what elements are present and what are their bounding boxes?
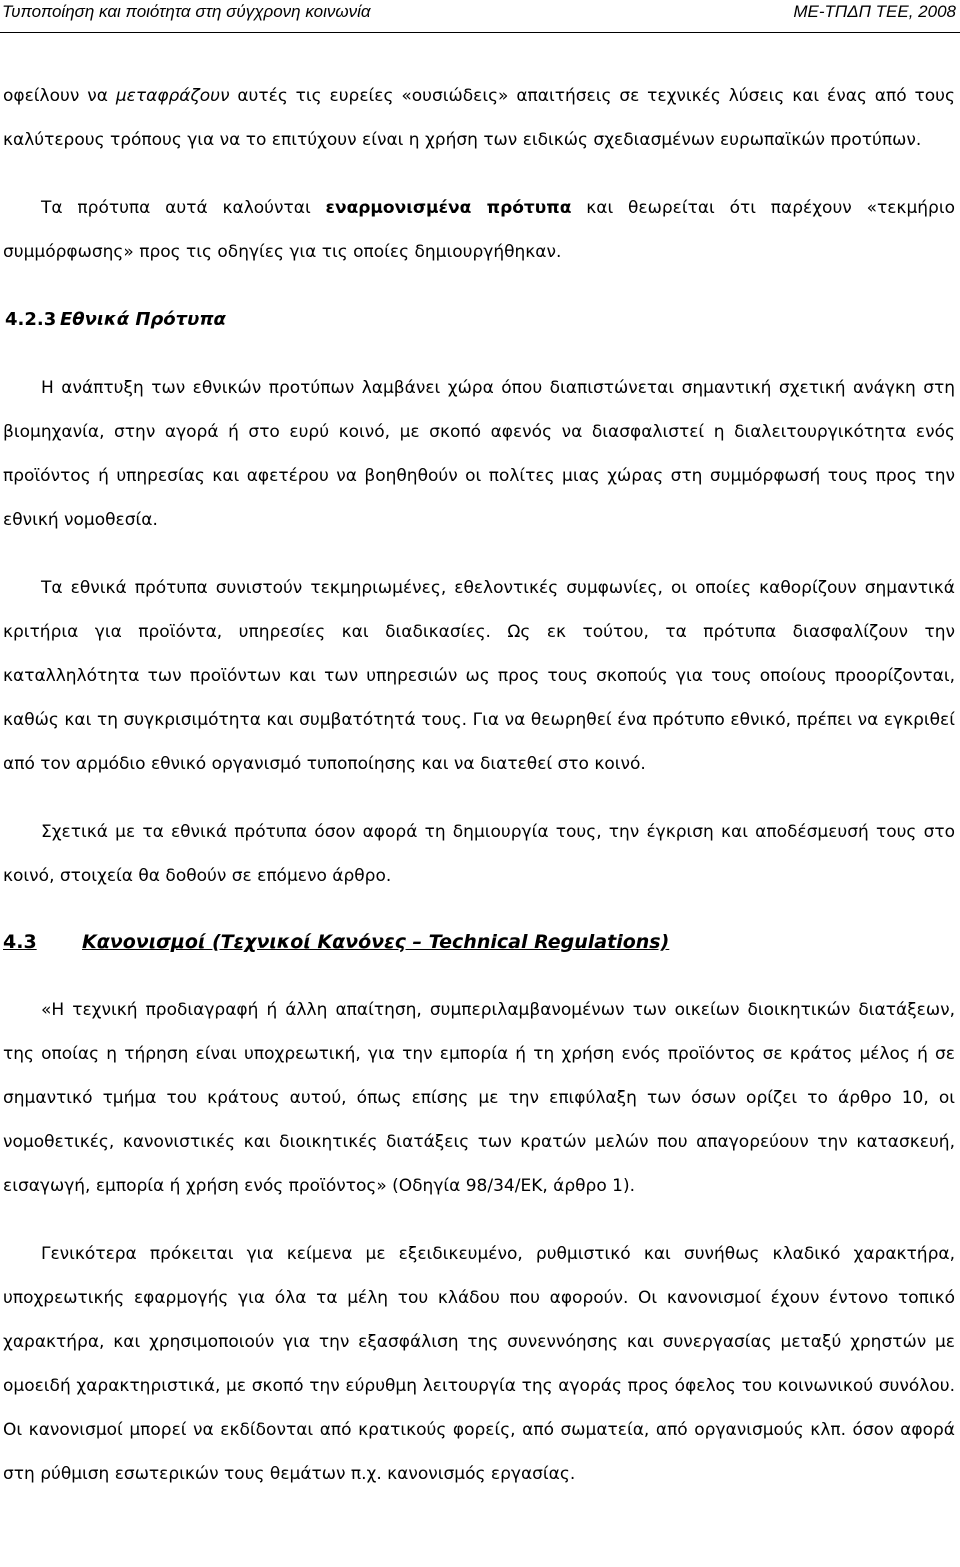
paragraph-2-bold: εναρμονισμένα πρότυπα	[325, 198, 572, 218]
section-title: Κανονισμοί (Τεχνικοί Κανόνες – Technical Regulations)	[82, 931, 670, 953]
section-heading-4-3	[3, 920, 955, 964]
paragraph-6-quote: «Η τεχνική προδιαγραφή ή άλλη απαίτηση, συμπεριλαμβανομένων των οικείων διοικητικών διατάξεων, της οποίας η τήρηση είναι υποχρεωτική, για την εμπορία ή τη χρήση ενός προϊόντος σε κράτος μέλος ή σε σημαντικό τμήμα του κράτους αυτού, όπως επίσης με την επιφύλαξη των όσων ορίζει το άρθρο 10, οι νομοθετικές, κανονιστικές και διοικητικές διατάξεις των κρατών μελών που απαγορεύουν την κατασκευή, εισαγωγή, εμπορία ή χρήση ενός προϊόντος» (Οδηγία 98/34/ΕΚ, άρθρο 1).	[3, 1000, 955, 1196]
paragraph-1-text-a: οφείλουν να	[3, 86, 116, 106]
document-body	[3, 74, 955, 1496]
paragraph-7: Γενικότερα πρόκειται για κείμενα με εξειδικευμένο, ρυθμιστικό και συνήθως κλαδικό χαρακτήρα, υποχρεωτικής εφαρμογής για όλα τα μέλη του κλάδου που αφορούν. Οι κανονισμοί έχουν έντονο τοπικό χαρακτήρα, και χρησιμοποιούν για την εξασφάλιση της συνεννόησης και συνεργασίας μεταξύ χρηστών με ομοειδή χαρακτηριστικά, με σκοπό την εύρυθμη λειτουργία της αγοράς προς όφελος του κοινωνικού συνόλου. Οι κανονισμοί μπορεί να εκδίδονται από κρατικούς φορείς, από σωματεία, από οργανισμούς κλπ. όσον αφορά στη ρύθμιση εσωτερικών τους θεμάτων π.χ. κανονισμός εργασίας.	[3, 1244, 955, 1484]
paragraph-3: Η ανάπτυξη των εθνικών προτύπων λαμβάνει χώρα όπου διαπιστώνεται σημαντική σχετική ανάγκη στη βιομηχανία, στην αγορά ή στο ευρύ κοινό, με σκοπό αφενός να διασφαλιστεί η διαλειτουργικότητα ενός προϊόντος ή υπηρεσίας και αφετέρου να βοηθηθούν οι πολίτες μιας χώρας στη συμμόρφωσή τους προς την εθνική νομοθεσία.	[3, 378, 955, 530]
header-left-title: Τυποποίηση και ποιότητα στη σύγχρονη κοινωνία	[2, 2, 371, 21]
section-title: Εθνικά Πρότυπα	[60, 309, 226, 330]
paragraph-2	[3, 186, 955, 274]
page-header	[0, 0, 960, 30]
section-number: 4.3	[3, 931, 37, 953]
paragraph-1-text-b: αυτές τις ευρείες «ουσιώδεις» απαιτήσεις σε τεχνικές λύσεις και ένας από τους καλύτερους τρόπους για να το επιτύχουν είναι η χρήση των ειδικώς σχεδιασμένων ευρωπαϊκών προτύπων.	[3, 86, 955, 150]
section-heading-4-2-3	[3, 298, 955, 342]
section-number: 4.2.3	[5, 309, 57, 330]
paragraph-2-text-b: και θεωρείται ότι παρέχουν «τεκμήριο συμμόρφωσης» προς τις οδηγίες για τις οποίες δημιουργήθηκαν.	[3, 198, 955, 262]
paragraph-4: Τα εθνικά πρότυπα συνιστούν τεκμηριωμένες, εθελοντικές συμφωνίες, οι οποίες καθορίζουν σημαντικά κριτήρια για προϊόντα, υπηρεσίες και διαδικασίες. Ως εκ τούτου, τα πρότυπα διασφαλίζουν την καταλληλότητα των προϊόντων και των υπηρεσιών ως προς τους σκοπούς για τους οποίους προορίζονται, καθώς και τη συγκρισιμότητα και συμβατότητά τους. Για να θεωρηθεί ένα πρότυπο εθνικό, πρέπει να εγκριθεί από τον αρμόδιο εθνικό οργανισμό τυποποίησης και να διατεθεί στο κοινό.	[3, 578, 955, 774]
header-divider	[0, 32, 960, 33]
paragraph-1	[3, 74, 955, 162]
paragraph-5: Σχετικά με τα εθνικά πρότυπα όσον αφορά τη δημιουργία τους, την έγκριση και αποδέσμευσή τους στο κοινό, στοιχεία θα δοθούν σε επόμενο άρθρο.	[3, 822, 955, 886]
paragraph-2-text-a: Τα πρότυπα αυτά καλούνται	[41, 198, 326, 218]
header-right-ref: ΜΕ-ΤΠΔΠ ΤΕΕ, 2008	[793, 2, 956, 21]
paragraph-1-emphasis: μεταφράζουν	[115, 86, 230, 106]
